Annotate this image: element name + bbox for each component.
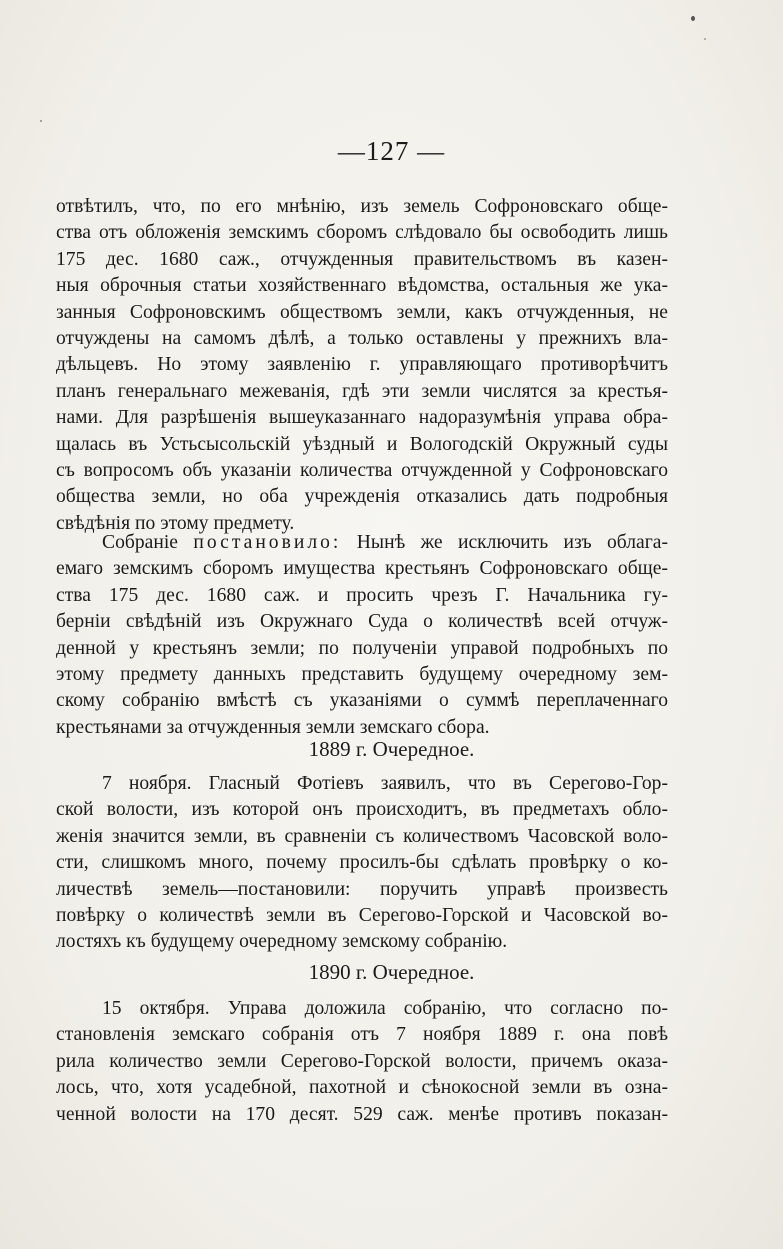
text-line: женія значится земли, въ сравненіи съ количествомъ Часовской воло- [56,825,668,847]
text-line: крестьянами за отчужденныя земли земскаго сбора. [56,716,490,738]
text-line: 15 октября. Управа доложила собранію, что согласно по- [102,998,668,1019]
resolution-text: Нынѣ же исключить изъ облага- [341,532,668,553]
ink-speck [691,16,695,21]
text-line: 175 дес. 1680 саж., отчужденныя правительствомъ въ казен- [56,248,668,270]
text-line: ской волости, изъ которой онъ происходитъ, въ предметахъ обло- [56,799,668,821]
text-line: 7 ноября. Гласный Фотіевъ заявилъ, что въ Серегово-Гор- [102,773,668,794]
text-line: берніи свѣдѣній изъ Окружнаго Суда о количествѣ всей отчуж- [56,611,668,633]
text-line: скому собранію вмѣстѣ съ указаніями о суммѣ переплаченнаго [56,690,668,712]
text-line: щалась въ Устьсысольскій уѣздный и Вологодскій Окружный суды [56,433,668,455]
text-line: ства 175 дес. 1680 саж. и просить чрезъ Г. Начальника гу- [56,584,668,606]
text-line: дѣльцевъ. Но этому заявленію г. управляющаго противорѣчитъ [56,354,668,376]
paragraph-1890 [56,996,668,1128]
resolution-keyword: постановило: [193,532,342,553]
text-line: емаго земскимъ сборомъ имущества крестьянъ Софроновскаго обще- [56,558,668,580]
text-line: ства отъ обложенія земскимъ сборомъ слѣдовало бы освободить лишь [56,222,668,244]
text-line: этому предмету данныхъ представить будущему очередному зем- [56,663,668,685]
paragraph-continued [56,194,668,537]
section-heading-1890: 1890 г. Очередное. [308,960,475,984]
text-line: личествѣ земель—постановили: поручить управѣ произвесть [56,878,668,900]
ink-speck [40,120,42,122]
text-line: съ вопросомъ объ указаніи количества отчужденной у Софроновскаго [56,459,668,481]
text-line: рила количество земли Серегово-Горской волости, причемъ оказа- [56,1050,668,1072]
text-line [56,530,668,556]
text-line: общества земли, но оба учрежденія отказались дать подробныя [56,486,668,508]
page-number: —127 — [337,136,446,166]
resolution-paragraph [56,530,668,741]
text-line: лось, что, хотя усадебной, пахотной и сѣнокосной земли въ озна- [56,1077,668,1099]
ink-speck [704,38,706,40]
text-line: отчуждены на самомъ дѣлѣ, а только оставлены у прежнихъ вла- [56,327,668,349]
resolution-lead: Собраніе [102,532,178,553]
text-line: планъ генеральнаго межеванія, гдѣ эти земли числятся за крестья- [56,380,668,402]
text-line: свѣдѣнія по этому предмету. [56,512,295,534]
text-line: повѣрку о количествѣ земли въ Серегово-Горской и Часовской во- [56,904,668,926]
text-line: денной у крестьянъ земли; по полученіи управой подробныхъ по [56,637,668,659]
section-heading-1889: 1889 г. Очередное. [308,737,475,761]
text-line: ченной волости на 170 десят. 529 саж. менѣе противъ показан- [56,1103,668,1125]
text-line: становленія земскаго собранія отъ 7 ноября 1889 г. она повѣ [56,1024,668,1046]
text-line: лостяхъ къ будущему очередному земскому собранію. [56,931,508,953]
text-line: нами. Для разрѣшенія вышеуказаннаго надоразумѣнія управа обра- [56,407,668,429]
text-line: отвѣтилъ, что, по его мнѣнію, изъ земель Софроновскаго обще- [56,196,668,217]
text-line: сти, слишкомъ много, почему просилъ-бы сдѣлать провѣрку о ко- [56,852,668,874]
paragraph-1889 [56,771,668,956]
text-line: ныя оброчныя статьи хозяйственнаго вѣдомства, остальныя же ука- [56,275,668,297]
text-line: занныя Софроновскимъ обществомъ земли, какъ отчужденныя, не [56,301,668,323]
